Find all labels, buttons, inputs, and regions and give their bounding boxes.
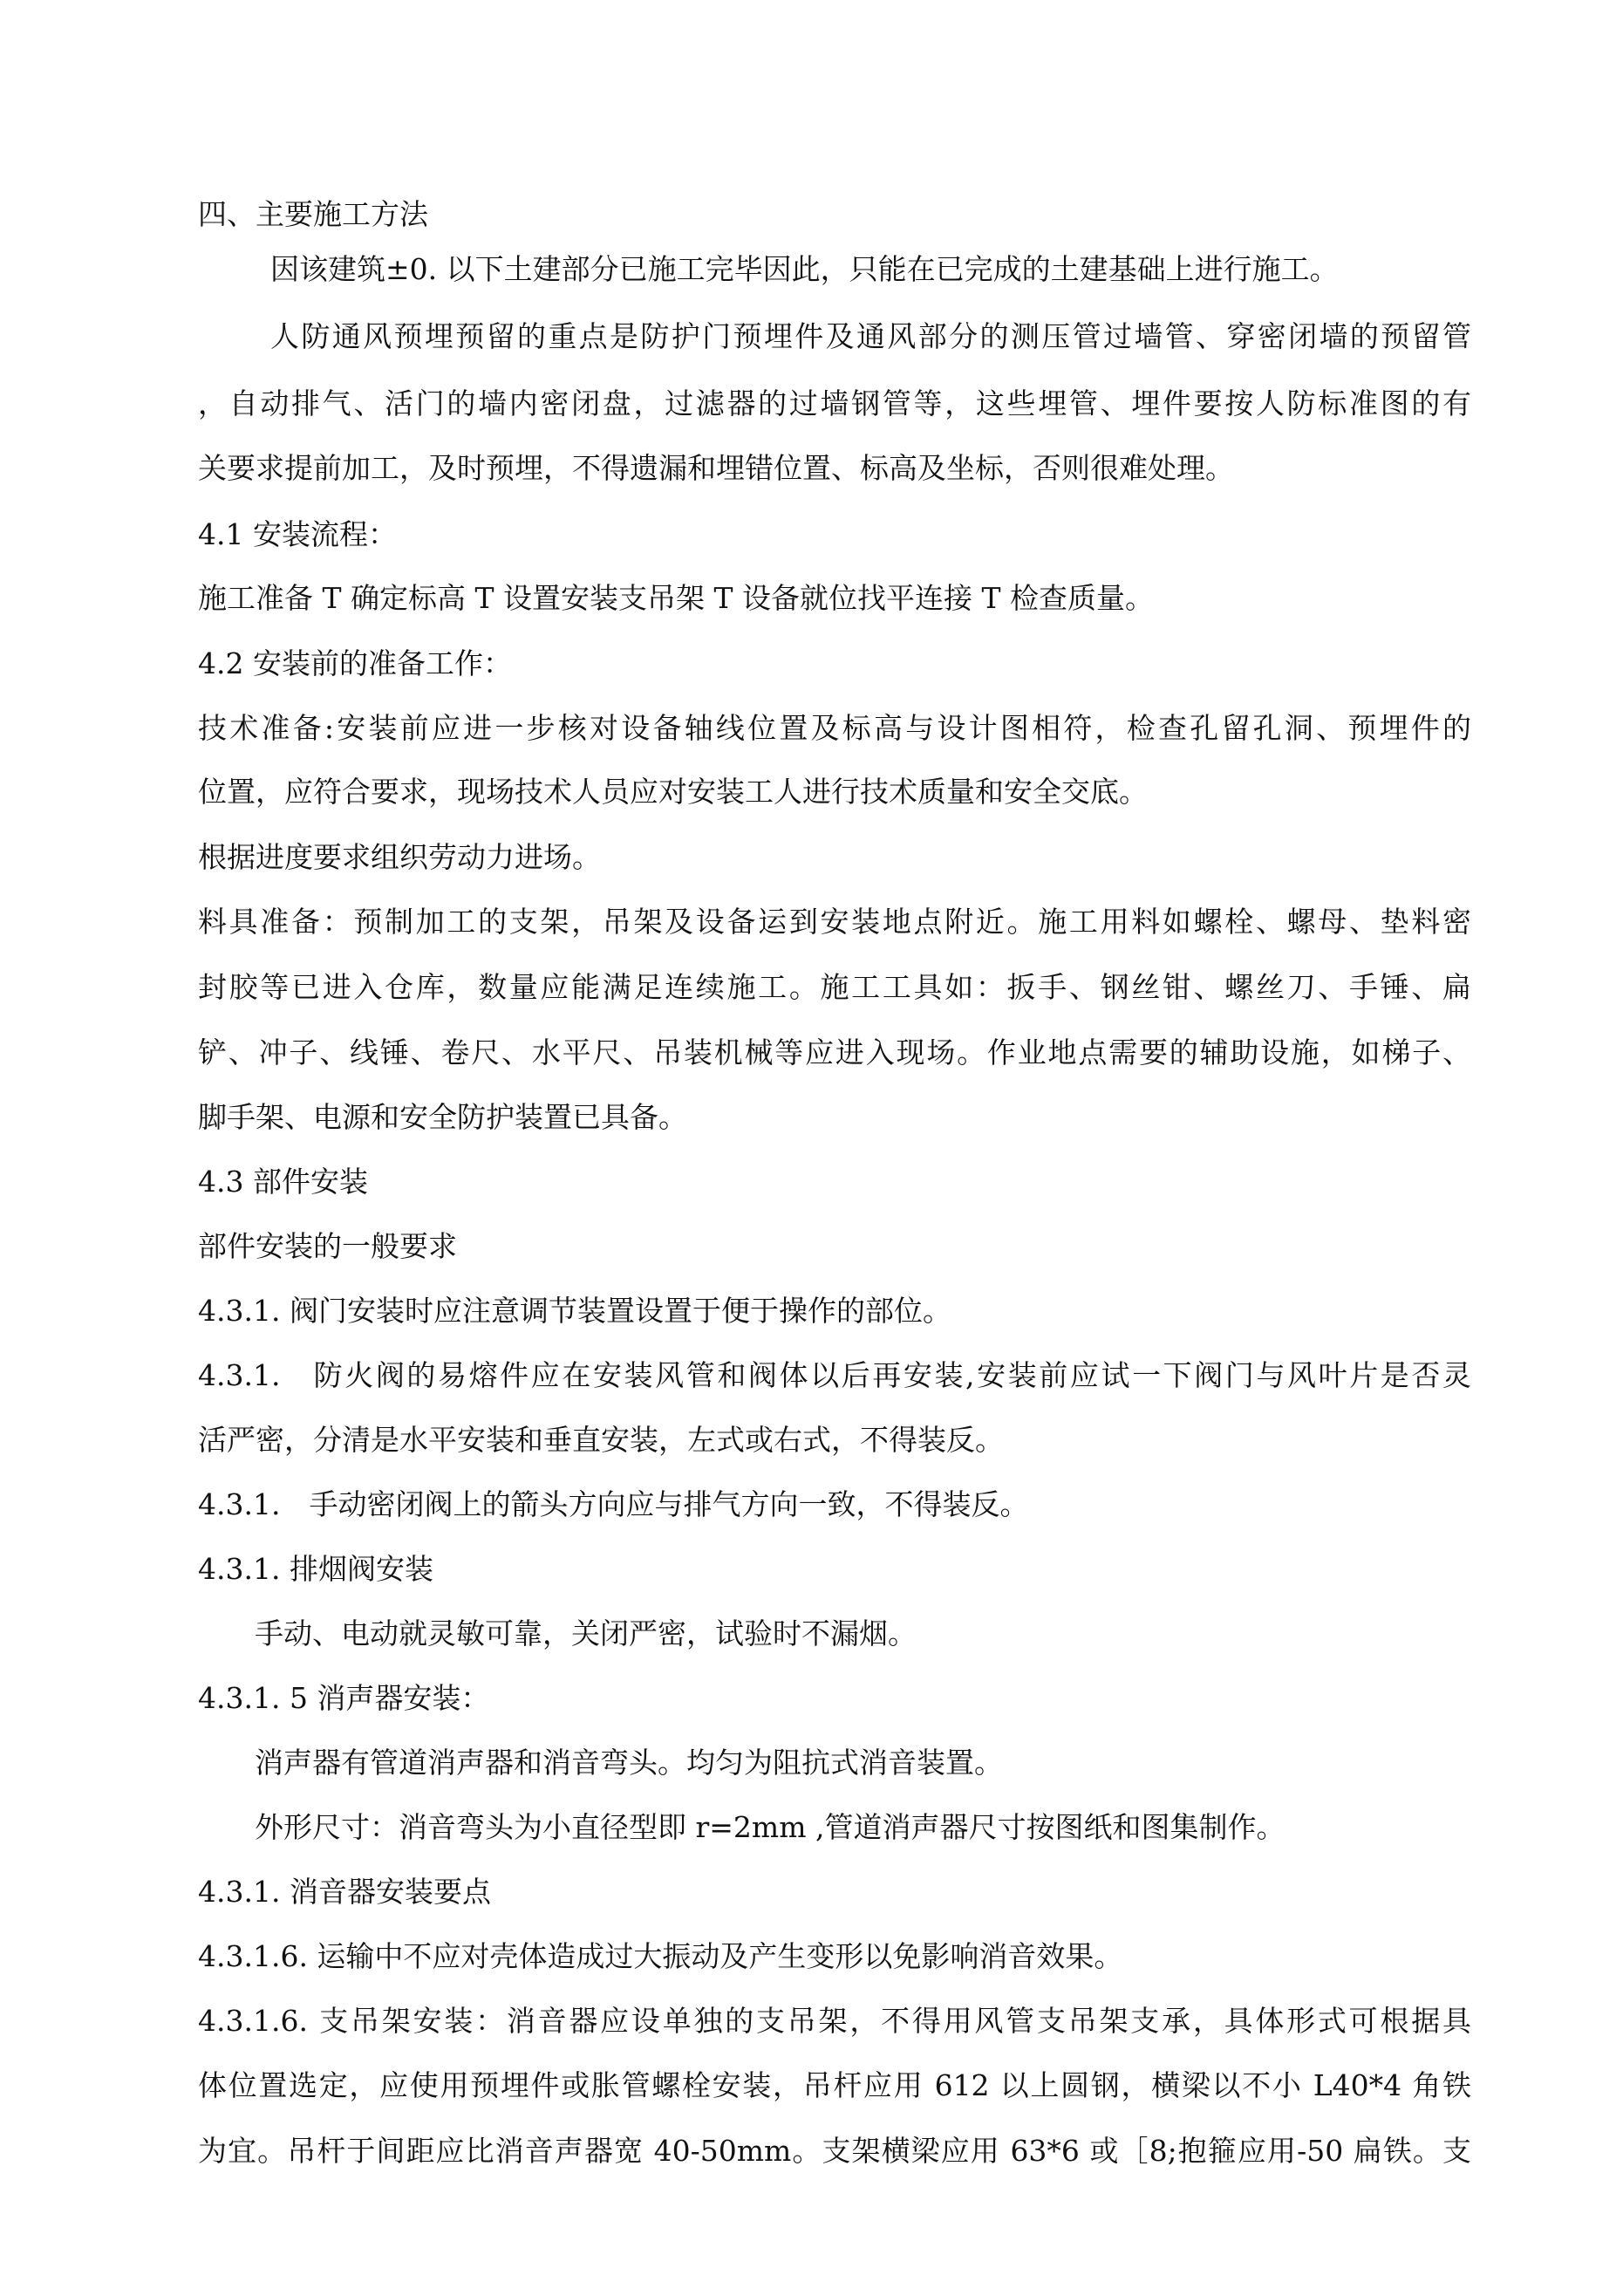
paragraph-line: 料具准备：预制加工的支架，吊架及设备运到安装地点附近。施工用料如螺栓、螺母、垫料密	[198, 905, 1471, 939]
paragraph-line: 消声器有管道消声器和消音弯头。均匀为阻抗式消音装置。	[255, 1746, 1003, 1780]
paragraph-line: 根据进度要求组织劳动力进场。	[198, 840, 601, 874]
paragraph-line: 因该建筑±0. 以下土建部分已施工完毕因此，只能在已完成的土建基础上进行施工。	[270, 252, 1339, 286]
paragraph-line: 封胶等已进入仓库，数量应能满足连续施工。施工工具如：扳手、钢丝钳、螺丝刀、手锤、扁	[198, 970, 1471, 1004]
paragraph-line: 为宜。吊杆于间距应比消音声器宽 40-50mm。支架横梁应用 63*6 或［8;抱箍应用-50 扁铁。支	[198, 2134, 1471, 2168]
paragraph-line: 活严密，分清是水平安装和垂直安装，左式或右式，不得装反。	[198, 1423, 1004, 1457]
paragraph-line: 铲、冲子、线锤、卷尺、水平尺、吊装机械等应进入现场。作业地点需要的辅助设施，如梯子、	[198, 1035, 1471, 1069]
paragraph-line: 人防通风预埋预留的重点是防护门预埋件及通风部分的测压管过墙管、穿密闭墙的预留管	[270, 319, 1471, 353]
clause-line: 4.3.1. 防火阀的易熔件应在安装风管和阀体以后再安装,安装前应试一下阀门与风叶片是否灵	[198, 1358, 1471, 1392]
subsection-heading: 4.1 安装流程：	[198, 517, 397, 551]
section-heading: 四、主要施工方法	[198, 197, 428, 231]
clause-line: 4.3.1.6. 支吊架安装：消音器应设单独的支吊架，不得用风管支吊架支承，具体形式可根据具	[198, 2004, 1471, 2038]
paragraph-line: 体位置选定，应使用预埋件或胀管螺栓安装，吊杆应用 612 以上圆钢，横梁以不小 L40*4 角铁	[198, 2068, 1471, 2102]
clause-line: 4.3.1. 排烟阀安装	[198, 1552, 433, 1586]
paragraph-line: 部件安装的一般要求	[198, 1229, 457, 1263]
clause-line: 4.3.1. 手动密闭阀上的箭头方向应与排气方向一致，不得装反。	[198, 1487, 1029, 1521]
subsection-heading: 4.2 安装前的准备工作：	[198, 646, 512, 680]
subsection-heading: 4.3 部件安装	[198, 1165, 368, 1199]
paragraph-line: 脚手架、电源和安全防护装置已具备。	[198, 1100, 687, 1134]
paragraph-line: 位置，应符合要求，现场技术人员应对安装工人进行技术质量和安全交底。	[198, 775, 1148, 809]
paragraph-line: 关要求提前加工，及时预埋，不得遗漏和埋错位置、标高及坐标，否则很难处理。	[198, 451, 1234, 485]
clause-line: 4.3.1. 阀门安装时应注意调节装置设置于便于操作的部位。	[198, 1294, 951, 1328]
paragraph-line: 技术准备:安装前应进一步核对设备轴线位置及标高与设计图相符，检查孔留孔洞、预埋件的	[198, 711, 1471, 745]
clause-line: 4.3.1. 消音器安装要点	[198, 1875, 491, 1909]
clause-line: 4.3.1.6. 运输中不应对壳体造成过大振动及产生变形以免影响消音效果。	[198, 1939, 1123, 1973]
clause-line: 4.3.1. 5 消声器安装：	[198, 1681, 490, 1715]
paragraph-line: 手动、电动就灵敏可靠，关闭严密，试验时不漏烟。	[255, 1616, 917, 1650]
paragraph-line: ，自动排气、活门的墙内密闭盘，过滤器的过墙钢管等，这些埋管、埋件要按人防标准图的有	[198, 386, 1471, 420]
paragraph-line: 外形尺寸：消音弯头为小直径型即 r=2mm ,管道消声器尺寸按图纸和图集制作。	[255, 1810, 1285, 1844]
paragraph-line: 施工准备 T 确定标高 T 设置安装支吊架 T 设备就位找平连接 T 检查质量。	[198, 581, 1154, 615]
